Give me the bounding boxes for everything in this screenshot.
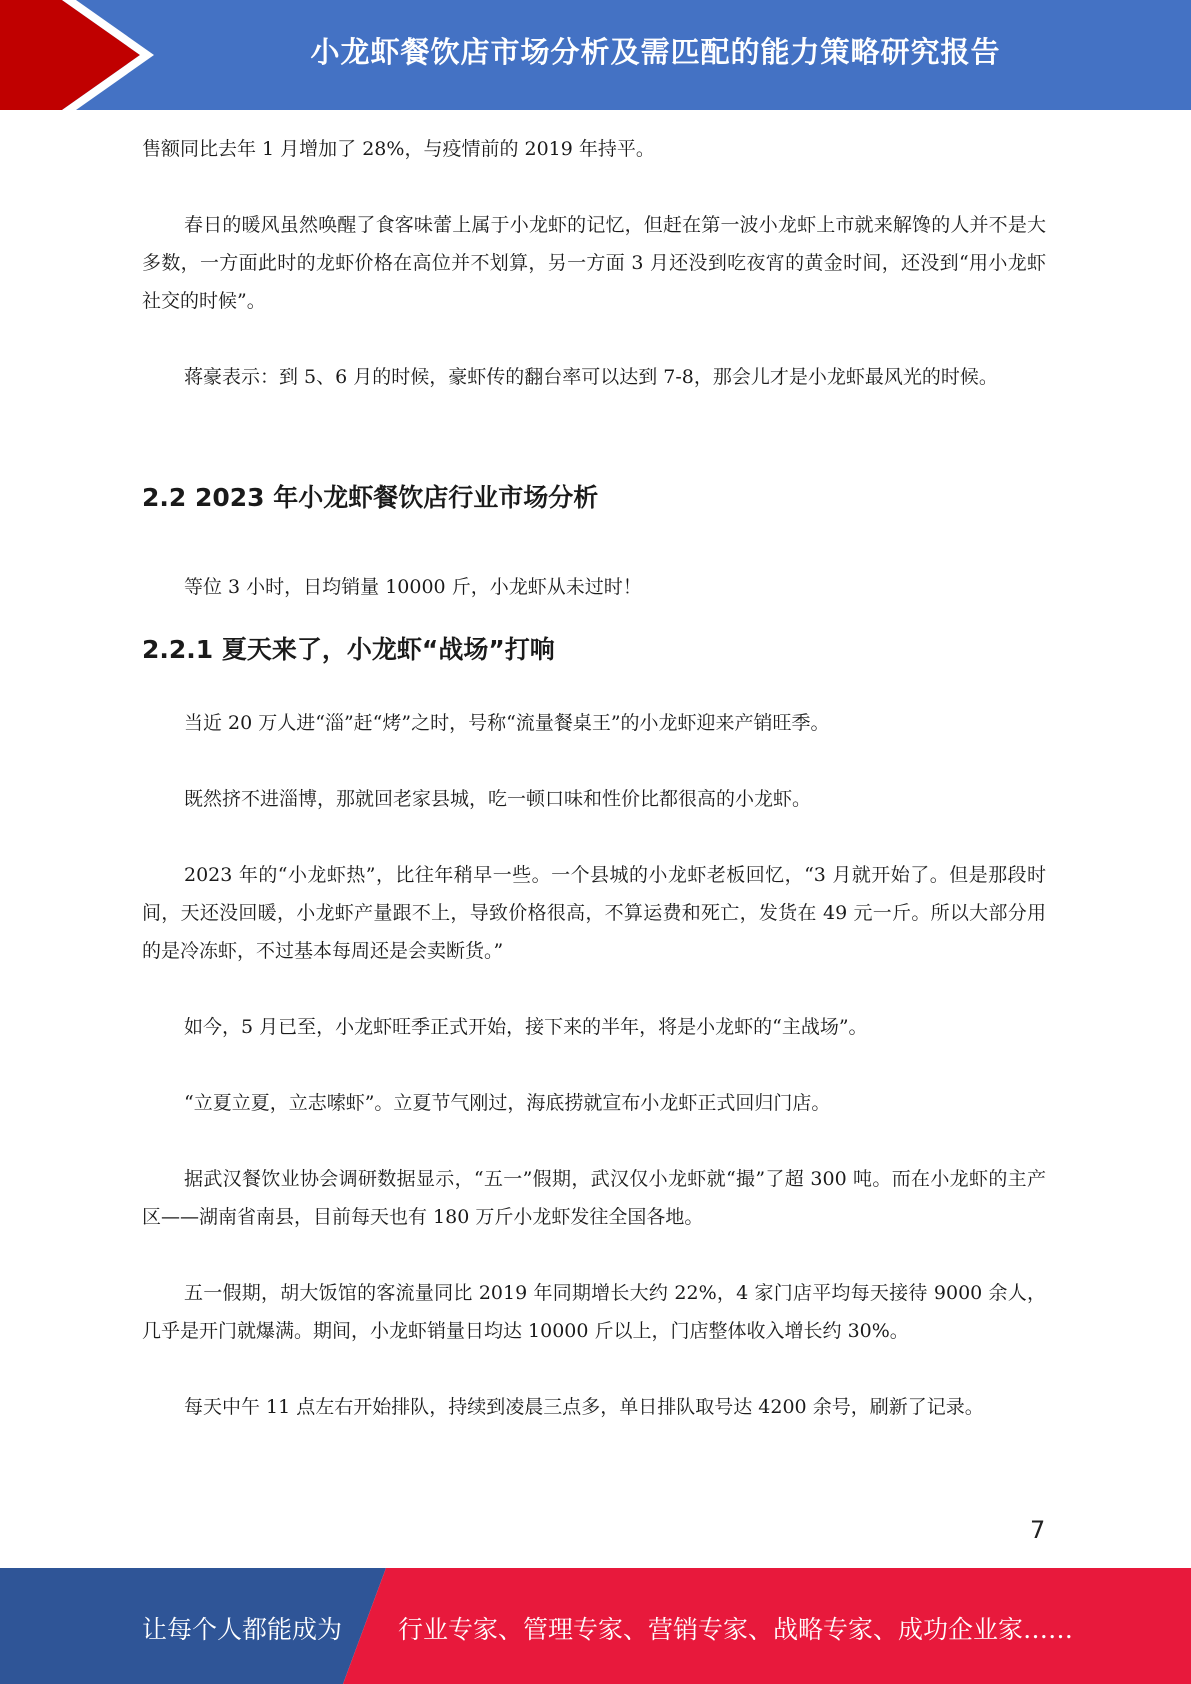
paragraph-spring: 春日的暖风虽然唤醒了食客味蕾上属于小龙虾的记忆，但赶在第一波小龙虾上市就来解馋的人并不是大多数，一方面此时的龙虾价格在高位并不划算，另一方面 3 月还没到吃夜宵的黄金时间，还没到“用小龙虾社交的时候”。 (142, 214, 1046, 312)
page-footer (0, 1568, 1191, 1684)
heading-2-2-1: 2.2.1 夏天来了，小龙虾“战场”打响 (142, 635, 555, 664)
paragraph-queue-record: 每天中午 11 点左右开始排队，持续到凌晨三点多，单日排队取号达 4200 余号，刷新了记录。 (184, 1396, 984, 1418)
page-number: 7 (1030, 1516, 1046, 1544)
paragraph-wuhan: 据武汉餐饮业协会调研数据显示，“五一”假期，武汉仅小龙虾就“撮”了超 300 吨。而在小龙虾的主产区——湖南省南县，目前每天也有 180 万斤小龙虾发往全国各地。 (142, 1168, 1046, 1228)
paragraph-queue: 等位 3 小时，日均销量 10000 斤，小龙虾从未过时！ (184, 576, 642, 598)
paragraph-2023-heat: 2023 年的“小龙虾热”，比往年稍早一些。一个县城的小龙虾老板回忆，“3 月就开始了。但是那段时间，天还没回暖，小龙虾产量跟不上，导致价格很高，不算运费和死亡，发货在 49 元一斤。所以大部分用的是冷冻虾，不过基本每周还是会卖断货。” (142, 864, 1046, 962)
page-content (142, 130, 1046, 1426)
paragraph-hometown: 既然挤不进淄博，那就回老家县城，吃一顿口味和性价比都很高的小龙虾。 (184, 788, 812, 810)
paragraph-may: 如今，5 月已至，小龙虾旺季正式开始，接下来的半年，将是小龙虾的“主战场”。 (184, 1016, 868, 1038)
page-header (0, 0, 1191, 110)
report-title: 小龙虾餐饮店市场分析及需匹配的能力策略研究报告 (310, 35, 1001, 69)
heading-2-2: 2.2 2023 年小龙虾餐饮店行业市场分析 (142, 483, 599, 512)
paragraph-sales: 售额同比去年 1 月增加了 28%，与疫情前的 2019 年持平。 (142, 138, 655, 160)
paragraph-lixia: “立夏立夏，立志嗦虾”。立夏节气刚过，海底捞就宣布小龙虾正式回归门店。 (184, 1092, 831, 1114)
footer-slogan-right: 行业专家、管理专家、营销专家、战略专家、成功企业家…… (398, 1615, 1074, 1644)
footer-slogan-left: 让每个人都能成为 (142, 1615, 343, 1644)
paragraph-jianghao: 蒋豪表示：到 5、6 月的时候，豪虾传的翻台率可以达到 7-8，那会儿才是小龙虾最风光的时候。 (184, 366, 998, 388)
paragraph-zibo: 当近 20 万人进“淄”赶“烤”之时，号称“流量餐桌王”的小龙虾迎来产销旺季。 (184, 712, 830, 734)
paragraph-huda: 五一假期，胡大饭馆的客流量同比 2019 年同期增长大约 22%，4 家门店平均每天接待 9000 余人，几乎是开门就爆满。期间，小龙虾销量日均达 10000 斤以上，门店整体收入增长约 30%。 (142, 1282, 1046, 1342)
